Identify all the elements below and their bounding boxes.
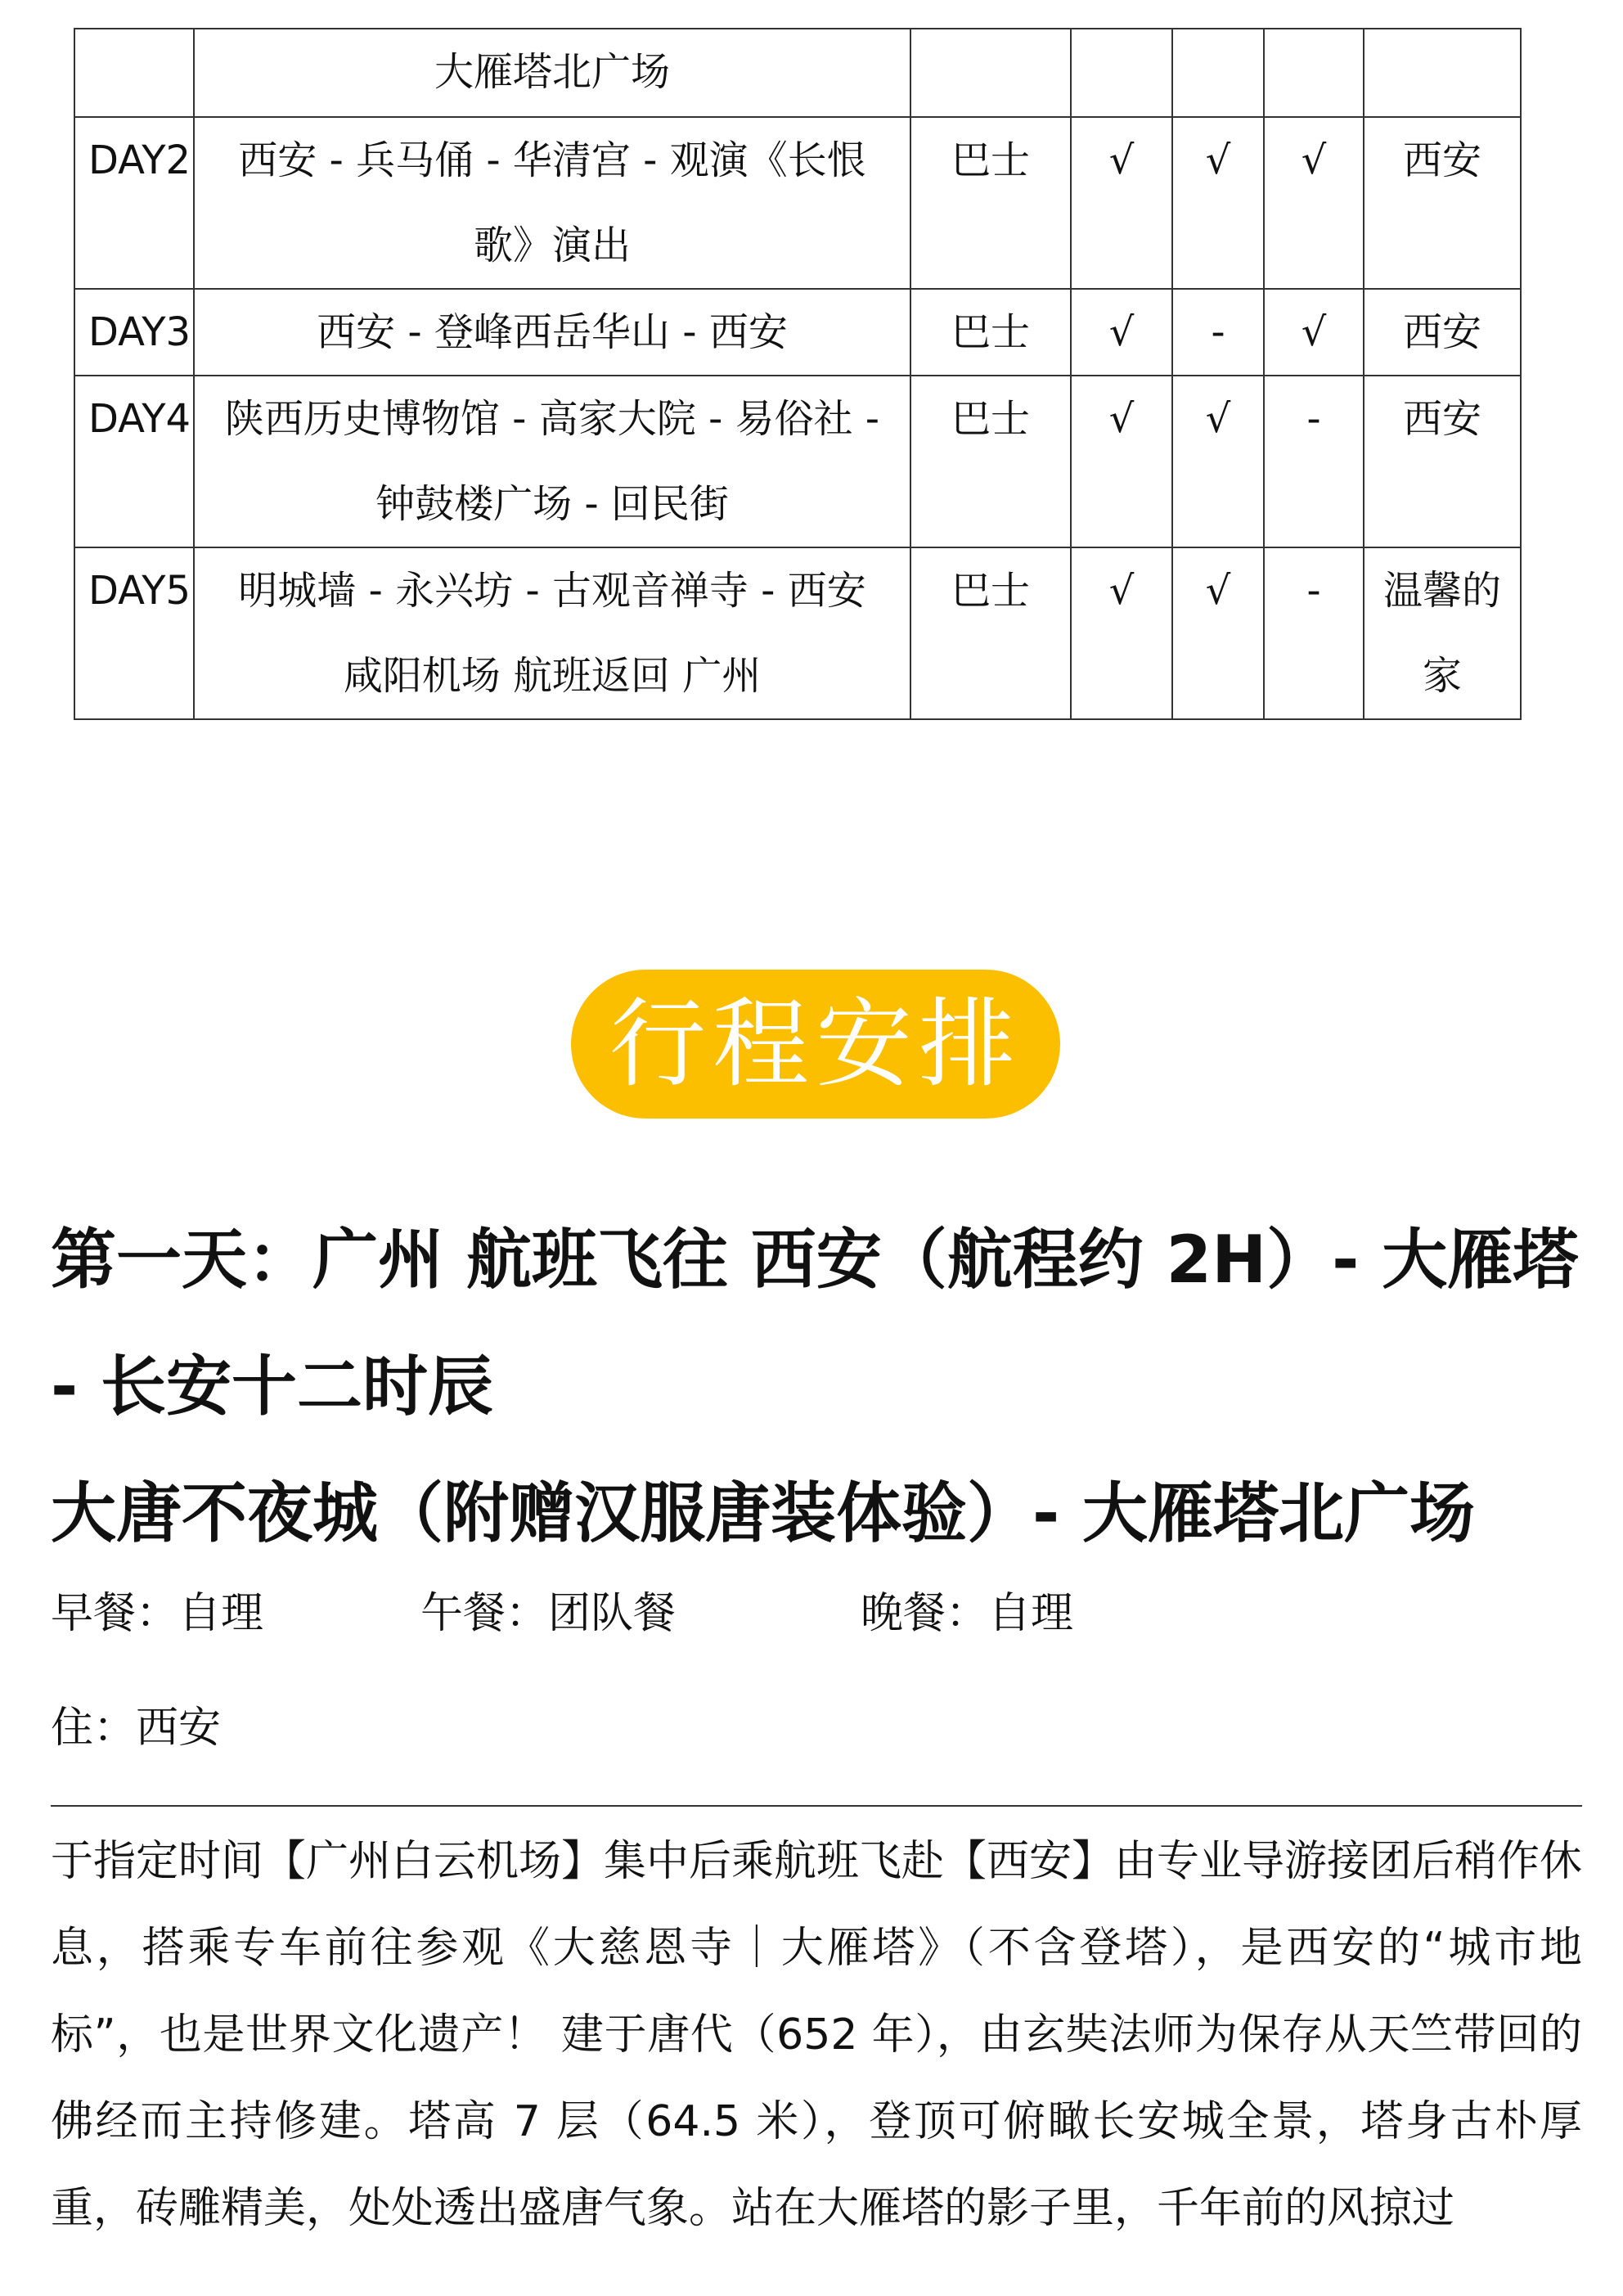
breakfast-cell: √ <box>1071 376 1172 547</box>
stay-cell: 西安 <box>1364 117 1521 289</box>
lunch-info: 午餐：团队餐 <box>420 1589 677 1638</box>
breakfast-cell: √ <box>1071 289 1172 376</box>
day-cell: DAY3 <box>74 289 194 376</box>
transport-cell: 巴士 <box>910 547 1071 719</box>
day1-description: 于指定时间【广州白云机场】集中后乘航班飞赴【西安】由专业导游接团后稍作休息，搭乘专车前往参观《大慈恩寺｜大雁塔》（不含登塔），是西安的“城市地标”，也是世界文化遗产！ 建于唐代（652 年），由玄奘法师为保存从天竺带回的佛经而主持修建。塔高 7 层（64.5 米），登顶可俯瞰长安城全景，塔身古朴厚重，砖雕精美，处处透出盛唐气象。站在大雁塔的影子里，千年前的风掠过 <box>51 1837 1583 2233</box>
lunch-cell: √ <box>1172 117 1264 289</box>
table-row <box>74 117 1521 289</box>
day-cell: DAY5 <box>74 547 194 719</box>
route-cell: 西安 - 兵马俑 - 华清宫 - 观演《长恨歌》演出 <box>194 117 910 289</box>
dinner-cell: √ <box>1264 117 1364 289</box>
day-cell: DAY4 <box>74 376 194 547</box>
day1-title-line3: 大唐不夜城（附赠汉服唐装体验）- 大雁塔北广场 <box>51 1475 1476 1551</box>
stay-cell: 西安 <box>1364 289 1521 376</box>
dinner-cell: - <box>1264 376 1364 547</box>
breakfast-cell: √ <box>1071 117 1172 289</box>
route-cell: 西安 - 登峰西岳华山 - 西安 <box>194 289 910 376</box>
table-row <box>74 29 1521 117</box>
stay-cell: 温馨的家 <box>1364 547 1521 719</box>
accommodation-info: 住：西安 <box>51 1704 222 1753</box>
table-row <box>74 547 1521 719</box>
dinner-cell: √ <box>1264 289 1364 376</box>
day1-title-line1: 第一天：广州 航班飞往 西安（航程约 2H）- 大雁塔 <box>51 1222 1579 1298</box>
lunch-cell: - <box>1172 289 1264 376</box>
dinner-info: 晚餐：自理 <box>861 1589 1074 1638</box>
transport-cell: 巴士 <box>910 376 1071 547</box>
route-cell: 明城墙 - 永兴坊 - 古观音禅寺 - 西安咸阳机场 航班返回 广州 <box>194 547 910 719</box>
transport-cell: 巴士 <box>910 289 1071 376</box>
stay-cell: 西安 <box>1364 376 1521 547</box>
divider <box>51 1805 1582 1807</box>
transport-cell: 巴士 <box>910 117 1071 289</box>
dinner-cell: - <box>1264 547 1364 719</box>
breakfast-cell: √ <box>1071 547 1172 719</box>
lunch-cell: √ <box>1172 547 1264 719</box>
lunch-cell: √ <box>1172 376 1264 547</box>
day1-title-line2: - 长安十二时辰 <box>51 1348 494 1425</box>
table-row <box>74 289 1521 376</box>
section-heading-pill: 行程安排 <box>571 970 1060 1119</box>
route-cell: 大雁塔北广场 <box>194 29 910 117</box>
itinerary-table <box>74 28 1522 720</box>
day-cell: DAY2 <box>74 117 194 289</box>
table-row <box>74 376 1521 547</box>
day-cell <box>74 29 194 117</box>
breakfast-info: 早餐：自理 <box>51 1589 264 1638</box>
route-cell: 陕西历史博物馆 - 高家大院 - 易俗社 - 钟鼓楼广场 - 回民街 <box>194 376 910 547</box>
